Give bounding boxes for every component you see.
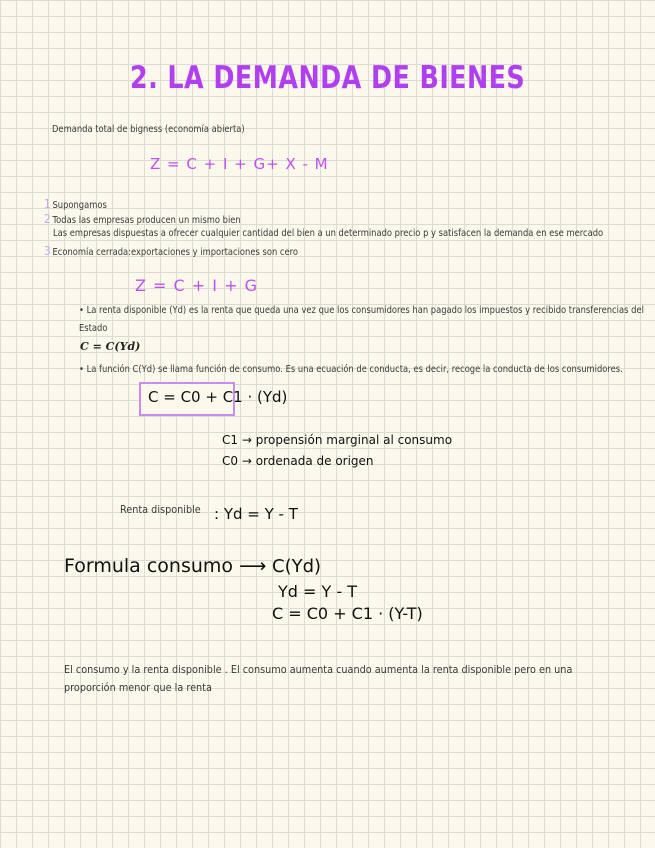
- assumption-2-text: Todas las empresas producen un mismo bien: [52, 215, 241, 226]
- formula-consumo-line-3: C = C0 + C1 · (Y-T): [272, 604, 423, 623]
- assumption-1: [44, 197, 107, 211]
- formula-consumo-label: Formula consumo ⟶: [64, 555, 267, 577]
- c0-definition: C0 → ordenada de origen: [222, 454, 374, 468]
- conclusion-line-1: El consumo y la renta disponible . El consumo aumenta cuando aumenta la renta disponible pero en una: [64, 663, 573, 676]
- marker-3: 3: [44, 244, 51, 258]
- c1-definition: C1 → propensión marginal al consumo: [222, 433, 453, 447]
- assumption-1-text: Supongamos: [52, 200, 107, 211]
- renta-disponible-formula: : Yd = Y - T: [214, 505, 298, 523]
- page-title: 2. LA DEMANDA DE BIENES: [130, 60, 526, 96]
- assumption-2-detail: Las empresas dispuestas a ofrecer cualquier cantidad del bien a un determinado precio p y satisfacen la demanda en ese mercado: [53, 228, 604, 239]
- assumption-3-text: Economía cerrada:exportaciones y importaciones son cero: [52, 247, 299, 258]
- bullet-renta-disponible: • La renta disponible (Yd) es la renta que queda una vez que los consumidores han pagado los impuestos y recibido transferencias del: [79, 305, 644, 316]
- assumption-3: [44, 244, 298, 258]
- conclusion-line-2: proporción menor que la renta: [64, 681, 212, 694]
- closed-economy-formula: Z = C + I + G: [135, 276, 258, 295]
- open-economy-formula: Z = C + I + G+ X - M: [150, 155, 329, 173]
- intro-text: Demanda total de bigness (economía abierta): [52, 124, 245, 135]
- renta-disponible-label: Renta disponible: [120, 503, 201, 516]
- marker-2: 2: [44, 212, 51, 226]
- boxed-formula: C = C0 + C1 · (Yd): [148, 388, 288, 406]
- assumption-2: [44, 212, 241, 226]
- bullet-estado: Estado: [79, 323, 108, 334]
- consumption-function-notation: C = C(Yd): [80, 340, 141, 353]
- marker-1: 1: [44, 197, 51, 211]
- formula-consumo-line-2: Yd = Y - T: [278, 582, 357, 601]
- bullet-funcion-consumo: • La función C(Yd) se llama función de consumo. Es una ecuación de conducta, es decir, recoge la conducta de los consumidores.: [79, 364, 623, 375]
- formula-consumo-line-1: C(Yd): [272, 556, 322, 577]
